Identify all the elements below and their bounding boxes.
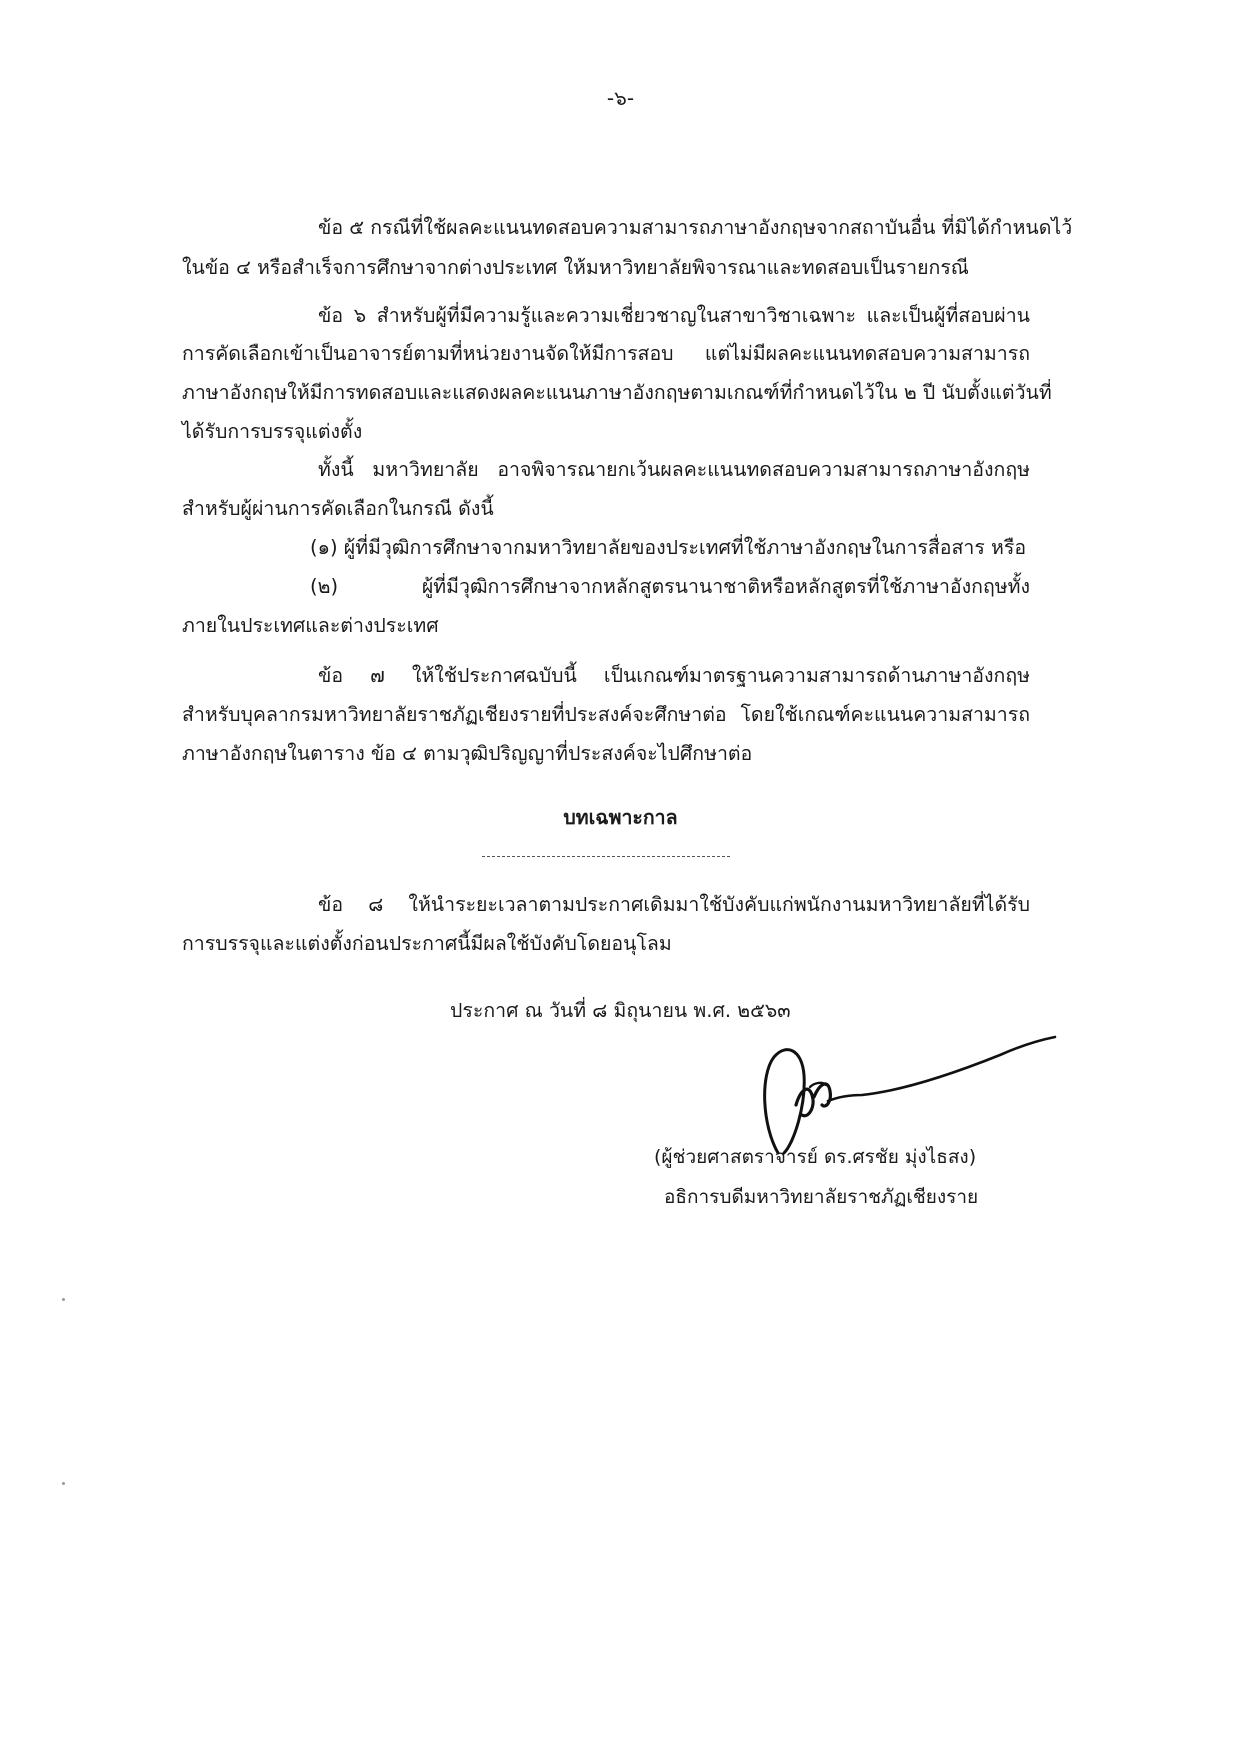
exception-line-2: สำหรับผู้ผ่านการคัดเลือกในกรณี ดังนี้ (182, 497, 494, 520)
clause-7-line-3: ภาษาอังกฤษในตาราง ข้อ ๔ ตามวุฒิปริญญาที่ประสงค์จะไปศึกษาต่อ (182, 742, 753, 765)
clause-6-line-4: ได้รับการบรรจุแต่งตั้ง (182, 420, 363, 443)
clause-8-line-2: การบรรจุและแต่งตั้งก่อนประกาศนี้มีผลใช้บังคับโดยอนุโลม (182, 932, 672, 955)
signatory-title: อธิการบดีมหาวิทยาลัยราชภัฏเชียงราย (664, 1186, 979, 1208)
transitional-heading: บทเฉพาะกาล (563, 806, 678, 829)
clause-7-line-1: ข้อ ๗ ให้ใช้ประกาศฉบับนี้ เป็นเกณฑ์มาตรฐานความสามารถด้านภาษาอังกฤษ (318, 664, 1030, 687)
scan-speck (62, 1298, 65, 1301)
exception-line-1: ทั้งนี้ มหาวิทยาลัย อาจพิจารณายกเว้นผลคะแนนทดสอบความสามารถภาษาอังกฤษ (318, 458, 1030, 481)
signatory-name: (ผู้ช่วยศาสตราจารย์ ดร.ศรชัย มุ่งไธสง) (654, 1146, 977, 1168)
clause-8-line-1: ข้อ ๘ ให้นำระยะเวลาตามประกาศเดิมมาใช้บังคับแก่พนักงานมหาวิทยาลัยที่ได้รับ (318, 893, 1030, 916)
exception-item-2-line-1: (๒) ผู้ที่มีวุฒิการศึกษาจากหลักสูตรนานาชาติหรือหลักสูตรที่ใช้ภาษาอังกฤษทั้ง (310, 575, 1030, 598)
clause-5-line-2: ในข้อ ๔ หรือสำเร็จการศึกษาจากต่างประเทศ ให้มหาวิทยาลัยพิจารณาและทดสอบเป็นรายกรณี (182, 256, 969, 279)
page-number: -๖- (606, 86, 635, 110)
clause-6-line-3: ภาษาอังกฤษให้มีการทดสอบและแสดงผลคะแนนภาษาอังกฤษตามเกณฑ์ที่กำหนดไว้ใน ๒ ปี นับตั้งแต่วันที่ (182, 381, 1052, 404)
exception-item-1: (๑) ผู้ที่มีวุฒิการศึกษาจากมหาวิทยาลัยของประเทศที่ใช้ภาษาอังกฤษในการสื่อสาร หรือ (310, 536, 1027, 559)
clause-6-line-1: ข้อ ๖ สำหรับผู้ที่มีความรู้และความเชี่ยวชาญในสาขาวิชาเฉพาะ และเป็นผู้ที่สอบผ่าน (318, 304, 1030, 327)
heading-divider (482, 856, 730, 857)
handwritten-signature-image (750, 1035, 1060, 1155)
scan-speck (62, 1482, 65, 1485)
exception-item-2-line-2: ภายในประเทศและต่างประเทศ (182, 614, 439, 637)
clause-5-line-1: ข้อ ๕ กรณีที่ใช้ผลคะแนนทดสอบความสามารถภาษาอังกฤษจากสถาบันอื่น ที่มิได้กำหนดไว้ (318, 216, 1073, 239)
announcement-date: ประกาศ ณ วันที่ ๘ มิถุนายน พ.ศ. ๒๕๖๓ (450, 999, 791, 1022)
clause-7-line-2: สำหรับบุคลากรมหาวิทยาลัยราชภัฏเชียงรายที่ประสงค์จะศึกษาต่อ โดยใช้เกณฑ์คะแนนความสามารถ (182, 703, 1030, 726)
clause-6-line-2: การคัดเลือกเข้าเป็นอาจารย์ตามที่หน่วยงานจัดให้มีการสอบ แต่ไม่มีผลคะแนนทดสอบความสามารถ (182, 342, 1030, 365)
